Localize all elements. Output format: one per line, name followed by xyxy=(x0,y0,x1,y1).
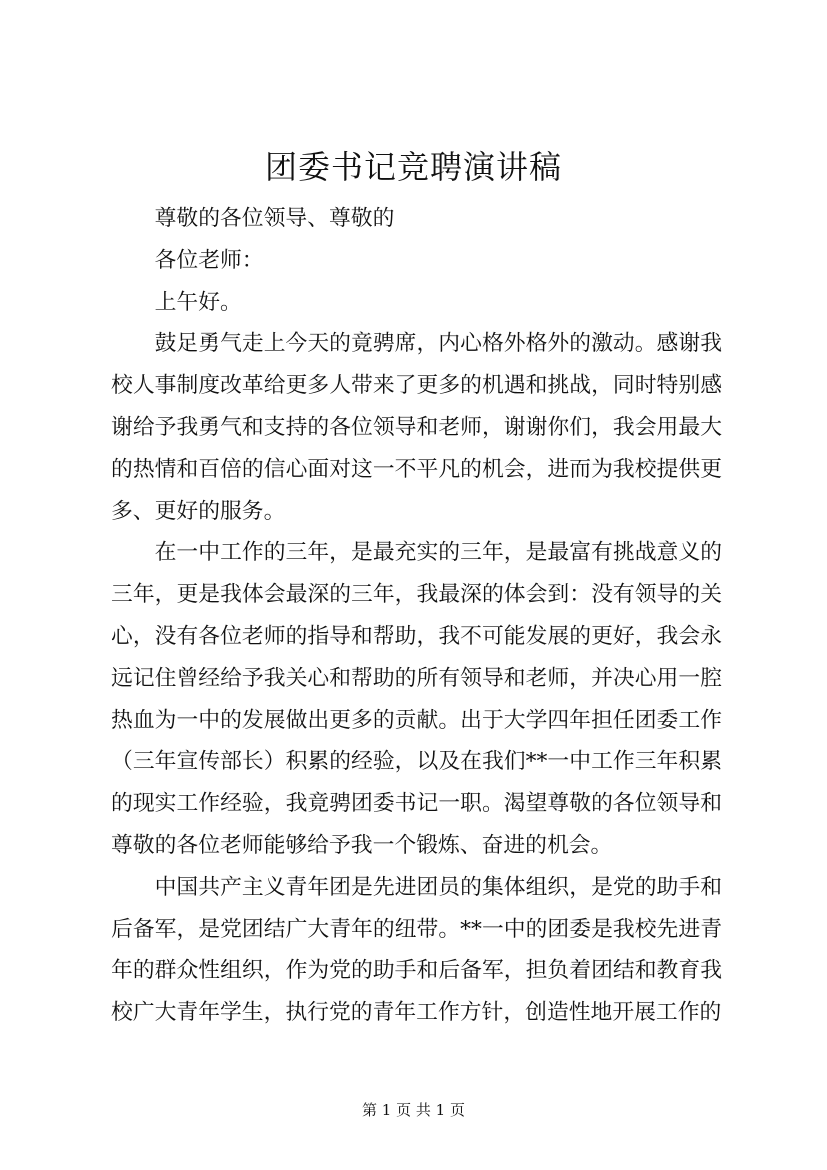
paragraph-youth-league: 中国共产主义青年团是先进团员的集体组织，是党的助手和后备军，是党团结广大青年的纽带。**一中的团委是我校先进青年的群众性组织，作为党的助手和后备军，担负着团结和教育我校广大青年学生，执行党的青年工作方针，创造性地开展工作的 xyxy=(111,874,722,1026)
paragraph-experience: 在一中工作的三年，是最充实的三年，是最富有挑战意义的三年，更是我体会最深的三年，我最深的体会到：没有领导的关心，没有各位老师的指导和帮助，我不可能发展的更好，我会永远记住曾经给予我关心和帮助的所有领导和老师，并决心用一腔热血为一中的发展做出更多的贡献。出于大学四年担任团委工作（三年宣传部长）积累的经验，以及在我们**一中工作三年积累的现实工作经验，我竟骋团委书记一职。渴望尊敬的各位领导和尊敬的各位老师能够给予我一个锻炼、奋进的机会。 xyxy=(111,540,722,858)
paragraph-opening: 鼓足勇气走上今天的竟骋席，内心格外格外的激动。感谢我校人事制度改革给更多人带来了更多的机遇和挑战，同时特别感谢给予我勇气和支持的各位领导和老师，谢谢你们，我会用最大的热情和百倍的信心面对这一不平凡的机会，进而为我校提供更多、更好的服务。 xyxy=(111,331,722,524)
document-body xyxy=(111,198,722,1034)
salutation-line-1: 尊敬的各位领导、尊敬的 xyxy=(154,206,395,231)
document-title: 团委书记竞聘演讲稿 xyxy=(264,148,562,186)
greeting: 上午好。 xyxy=(154,289,242,315)
page-footer: 第 1 页 共 1 页 xyxy=(362,1101,465,1119)
salutation-line-2: 各位老师： xyxy=(154,247,264,273)
